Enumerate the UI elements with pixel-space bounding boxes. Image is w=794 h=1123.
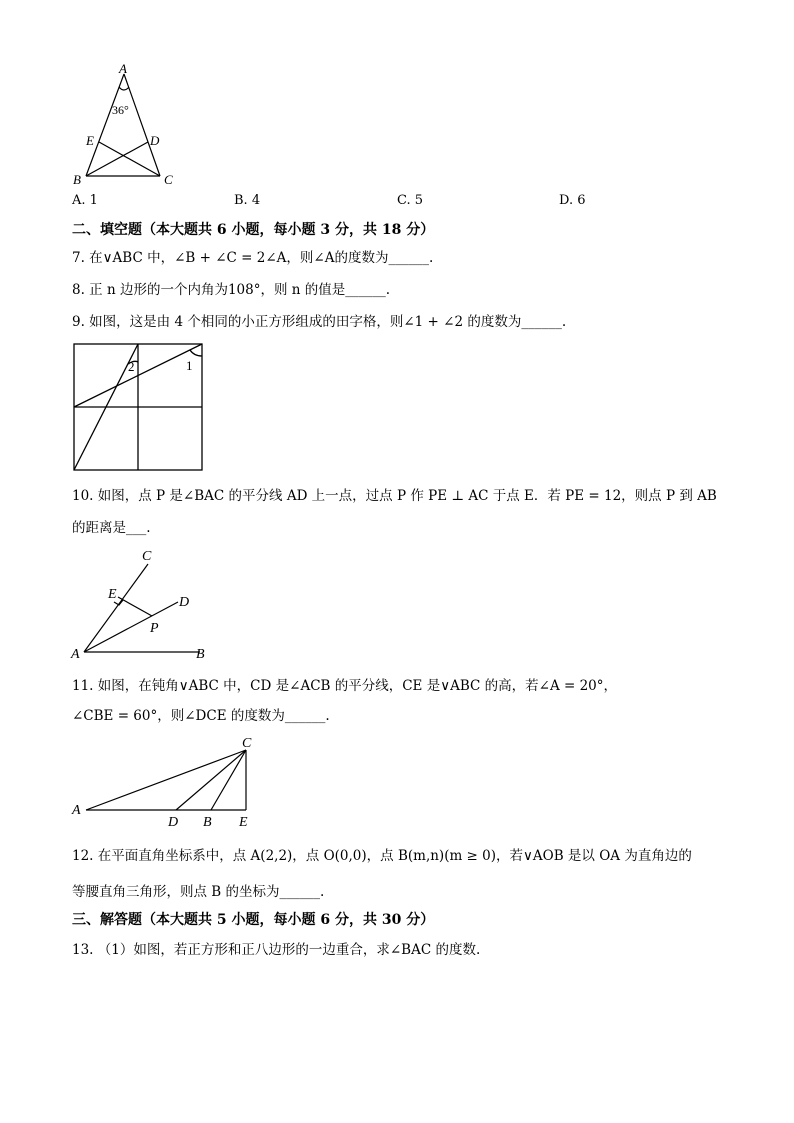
side-ac [124, 74, 160, 176]
label-d: D [150, 133, 160, 148]
label-e: E [108, 587, 117, 602]
question-11-line1: 11. 如图，在钝角∨ABC 中，CD 是∠ACB 的平分线，CE 是∨ABC 的高，若∠A = 20°， [72, 678, 618, 694]
label-angle-1: 1 [186, 358, 193, 373]
label-c: C [142, 549, 152, 564]
question-7: 7. 在∨ABC 中，∠B + ∠C = 2∠A，则∠A的度数为______. [72, 250, 434, 266]
question-8: 8. 正 n 边形的一个内角为108°，则 n 的值是______. [72, 282, 391, 298]
label-a: A [71, 647, 80, 662]
segment-cb [211, 750, 246, 810]
angle-arc-a [119, 87, 129, 90]
side-ab [86, 74, 124, 176]
question-12-line1: 12. 在平面直角坐标系中，点 A(2,2)，点 O(0,0)，点 B(m,n)(m ≥ 0)，若∨AOB 是以 OA 为直角边的 [72, 848, 692, 864]
question-9: 9. 如图，这是由 4 个相同的小正方形组成的田字格，则∠1 + ∠2 的度数为______. [72, 314, 567, 330]
question-12-line2: 等腰直角三角形，则点 B 的坐标为______. [72, 884, 325, 900]
figure-q9-grid [70, 340, 210, 475]
label-a: A [72, 803, 81, 818]
question-10-line2: 的距离是___. [72, 520, 151, 536]
figure-q6-triangle [68, 60, 188, 190]
option-b: B. 4 [234, 193, 261, 208]
option-a: A. 1 [72, 193, 98, 208]
section-2-title: 二、填空题（本大题共 6 小题，每小题 3 分，共 18 分） [72, 222, 435, 238]
figure-q11-triangle [66, 732, 266, 832]
label-b: B [196, 647, 205, 662]
label-b: B [203, 815, 212, 830]
option-c: C. 5 [397, 193, 424, 208]
angle-arc-1 [190, 350, 202, 356]
question-13: 13. （1）如图，若正方形和正八边形的一边重合，求∠BAC 的度数. [72, 942, 481, 958]
label-d: D [179, 595, 190, 610]
segment-ac [86, 750, 246, 810]
figure-q10-angle-bisector [66, 542, 226, 667]
ray-ad [84, 602, 178, 652]
segment-pe [118, 597, 152, 616]
question-10-line1: 10. 如图，点 P 是∠BAC 的平分线 AD 上一点，过点 P 作 PE ⊥ AC 于点 E．若 PE = 12，则点 P 到 AB [72, 488, 717, 504]
segment-cd [176, 750, 246, 810]
label-e: E [86, 133, 94, 148]
section-3-title: 三、解答题（本大题共 5 小题，每小题 6 分，共 30 分） [72, 912, 435, 928]
label-a: A [119, 61, 127, 76]
label-d: D [168, 815, 179, 830]
segment-be [86, 142, 148, 176]
label-c: C [164, 172, 173, 187]
label-c: C [242, 736, 252, 751]
option-d: D. 6 [559, 193, 586, 208]
label-angle-2: 2 [128, 359, 135, 374]
question-11-line2: ∠CBE = 60°，则∠DCE 的度数为______. [72, 708, 330, 724]
label-p: P [150, 621, 159, 636]
label-e: E [239, 815, 248, 830]
label-b: B [73, 172, 81, 187]
label-angle-36: 36° [112, 103, 129, 117]
